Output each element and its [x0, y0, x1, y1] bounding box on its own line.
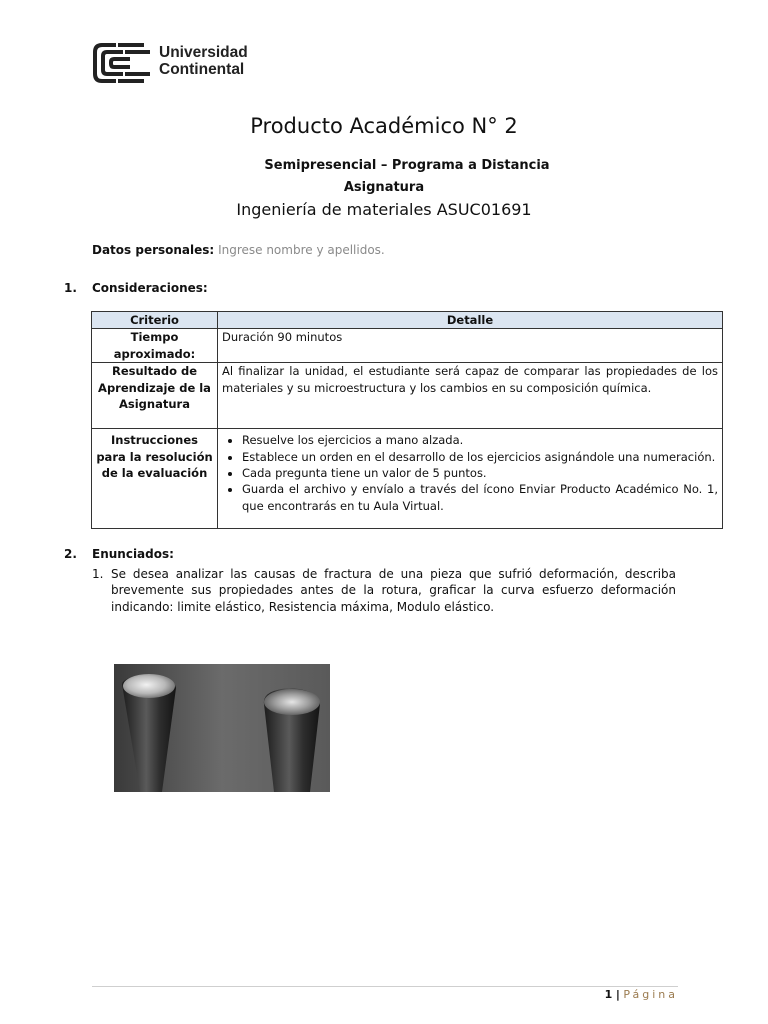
question-1	[92, 566, 676, 615]
fracture-specimens-photo	[114, 664, 330, 792]
page-word: Página	[623, 988, 678, 1001]
table-row	[92, 329, 723, 363]
document-title: Producto Académico N° 2	[250, 114, 518, 138]
header-detalle: Detalle	[218, 312, 723, 329]
list-item: • Cada pregunta tiene un valor de 5 puntos.	[242, 465, 718, 481]
page-separator: |	[615, 988, 620, 1001]
university-name	[159, 44, 248, 78]
logo-line-2: Continental	[159, 61, 245, 78]
logo-line-1: Universidad	[159, 44, 248, 61]
subject-label: Asignatura	[343, 180, 425, 195]
section-2-title: Enunciados:	[92, 547, 174, 561]
footer-divider	[92, 986, 678, 987]
section-2-number: 2.	[64, 547, 77, 561]
question-number: 1.	[92, 567, 104, 581]
section-1-title: Consideraciones:	[92, 281, 208, 295]
considerations-table	[91, 311, 723, 529]
table-header-row	[92, 312, 723, 329]
table-row	[92, 363, 723, 429]
list-item: • Guarda el archivo y envíalo a través del ícono Enviar Producto Académico No. 1, que encontrarás en tu Aula Virtual.	[242, 481, 718, 514]
criterion-cell: Resultado de Aprendizaje de la Asignatura	[92, 363, 218, 429]
table-row	[92, 429, 723, 529]
name-input-placeholder[interactable]: Ingrese nombre y apellidos.	[218, 243, 385, 257]
page-number: 1	[604, 988, 613, 1001]
section-1-number: 1.	[64, 281, 77, 295]
detail-cell: Al finalizar la unidad, el estudiante será capaz de comparar las propiedades de los materiales y su microestructura y los cambios en su composición química.	[218, 363, 723, 429]
personal-data-label: Datos personales:	[92, 243, 215, 257]
detail-cell: Duración 90 minutos	[218, 329, 723, 363]
detail-cell	[218, 429, 723, 529]
modality-line: Semipresencial – Programa a Distancia	[264, 158, 550, 173]
personal-data	[92, 243, 385, 257]
list-item: • Resuelve los ejercicios a mano alzada.	[242, 432, 718, 448]
instructions-list	[222, 432, 718, 514]
header-criterio: Criterio	[92, 312, 218, 329]
question-text: Se desea analizar las causas de fractura de una pieza que sufrió deformación, describa brevemente sus propiedades antes de la rotura, graficar la curva esfuerzo deformación indicando: limite elástico, Resistencia máxima, Modulo elástico.	[111, 567, 676, 614]
list-item: • Establece un orden en el desarrollo de los ejercicios asignándole una numeración.	[242, 449, 718, 465]
page-number-footer	[0, 988, 678, 1001]
criterion-cell: Tiempo aproximado:	[92, 329, 218, 363]
criterion-cell: Instrucciones para la resolución de la evaluación	[92, 429, 218, 529]
subject-name: Ingeniería de materiales ASUC01691	[236, 200, 532, 219]
